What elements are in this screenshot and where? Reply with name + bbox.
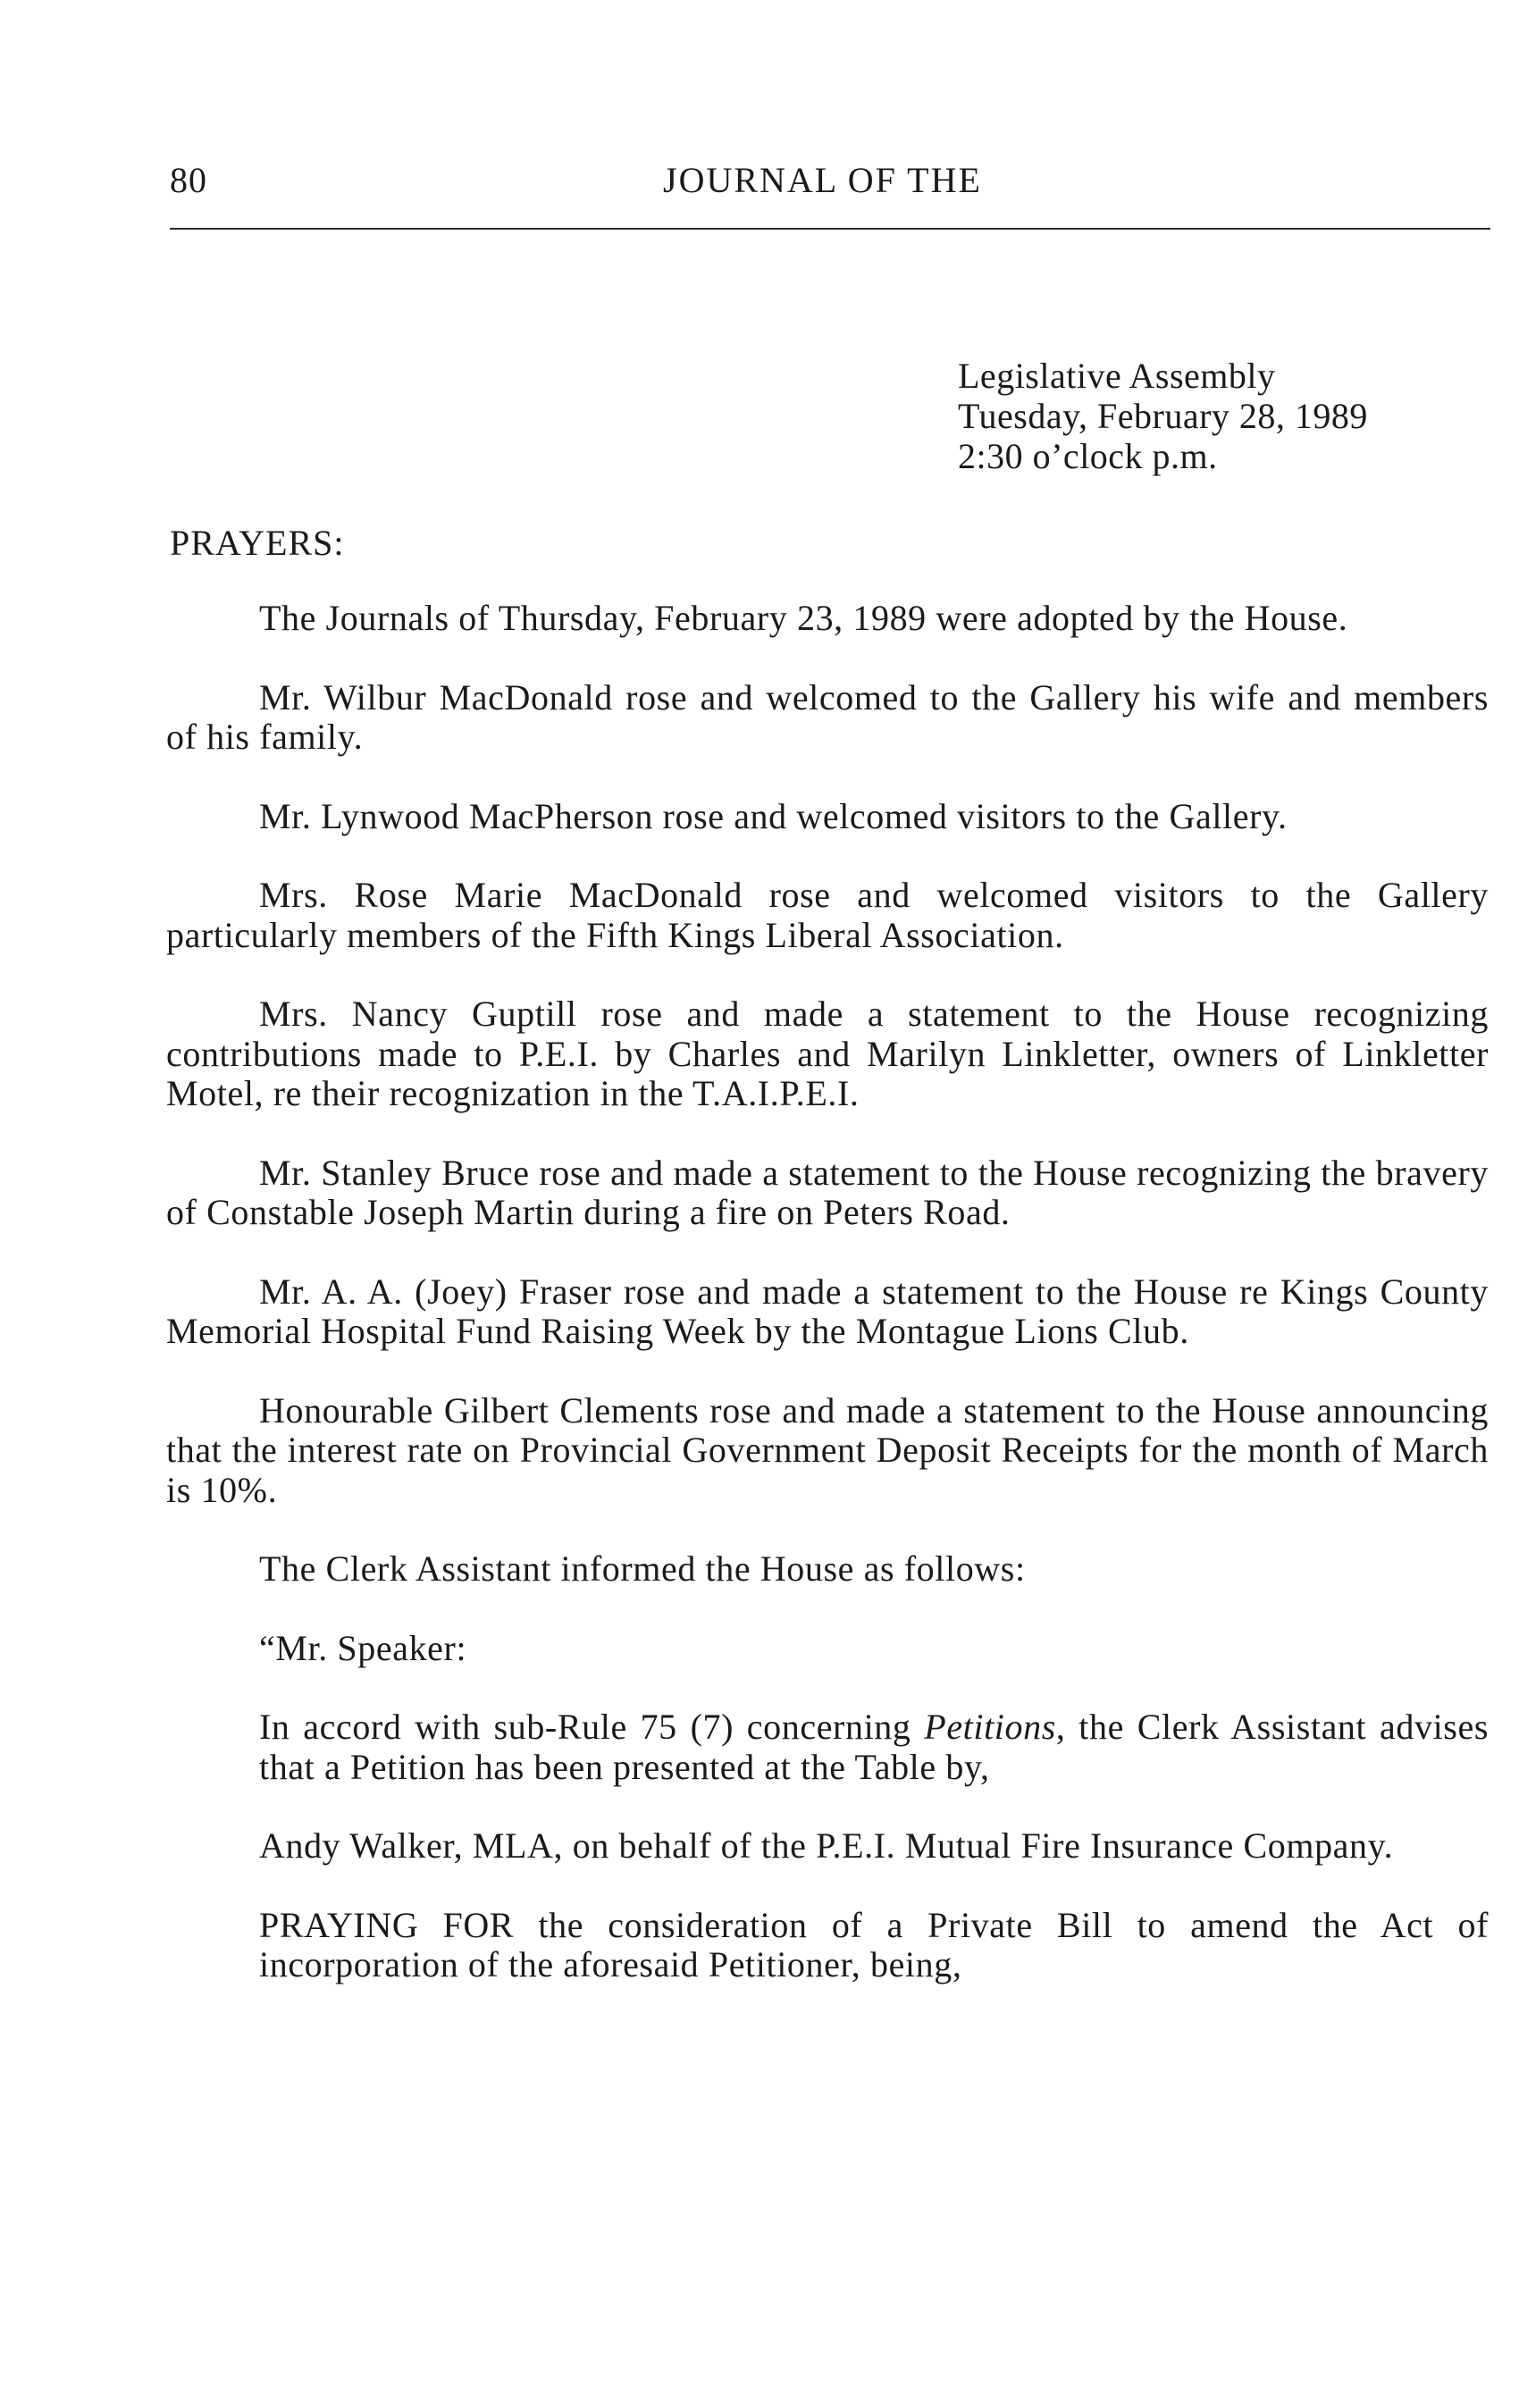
running-head: JOURNAL OF THE	[663, 160, 982, 200]
paragraph-statement-guptill: Mrs. Nancy Guptill rose and made a statement to the House recognizing contributions made to P.E.I. by Charles and Marilyn Linkletter, owners of Linkletter Motel, re their recognization in the T.A.I.P.E.I.	[166, 994, 1489, 1113]
paragraph-journals-adopted: The Journals of Thursday, February 23, 1989 were adopted by the House.	[259, 598, 1348, 638]
petitions-italic: Petitions	[924, 1707, 1056, 1747]
sitting-date: Tuesday, February 28, 1989	[958, 396, 1368, 436]
header-rule	[170, 228, 1490, 230]
clerk-message	[166, 1629, 1489, 1985]
page-number: 80	[170, 160, 207, 200]
sitting-details	[958, 356, 1368, 476]
paragraph-statement-fraser: Mr. A. A. (Joey) Fraser rose and made a statement to the House re Kings County Memorial Hospital Fund Raising Week by the Montague Lions Club.	[166, 1271, 1489, 1351]
petition-notice-end: , the Clerk Assistant advises that a Petition has been presented at the Table by,	[259, 1707, 1489, 1787]
page-header	[170, 159, 1488, 206]
paragraph-welcome-macpherson: Mr. Lynwood MacPherson rose and welcomed visitors to the Gallery.	[259, 795, 1288, 836]
message-praying-for: PRAYING FOR the consideration of a Private Bill to amend the Act of incorporation of the aforesaid Petitioner, being,	[259, 1904, 1489, 1984]
petition-notice-start: In accord with sub-Rule 75 (7) concerning	[259, 1707, 925, 1747]
prayers-heading: PRAYERS:	[170, 523, 345, 563]
paragraph-welcome-macdonald: Mr. Wilbur MacDonald rose and welcomed to the Gallery his wife and members of his family.	[166, 676, 1489, 757]
journal-body	[166, 599, 1489, 2025]
paragraph-clerk-assistant: The Clerk Assistant informed the House as follows:	[259, 1548, 1026, 1589]
message-petition-notice	[259, 1707, 1489, 1787]
paragraph-statement-clements: Honourable Gilbert Clements rose and made a statement to the House announcing that the interest rate on Provincial Government Deposit Receipts for the month of March is 10%.	[166, 1389, 1489, 1510]
paragraph-welcome-rose-marie: Mrs. Rose Marie MacDonald rose and welcomed visitors to the Gallery particularly members of the Fifth Kings Liberal Association.	[166, 875, 1489, 955]
message-salutation: “Mr. Speaker:	[259, 1627, 467, 1668]
message-petitioner: Andy Walker, MLA, on behalf of the P.E.I. Mutual Fire Insurance Company.	[259, 1825, 1394, 1866]
paragraph-statement-bruce: Mr. Stanley Bruce rose and made a statement to the House recognizing the bravery of Constable Joseph Martin during a fire on Peters Road.	[166, 1152, 1489, 1232]
sitting-time: 2:30 o’clock p.m.	[958, 436, 1218, 476]
sitting-body: Legislative Assembly	[958, 356, 1276, 396]
